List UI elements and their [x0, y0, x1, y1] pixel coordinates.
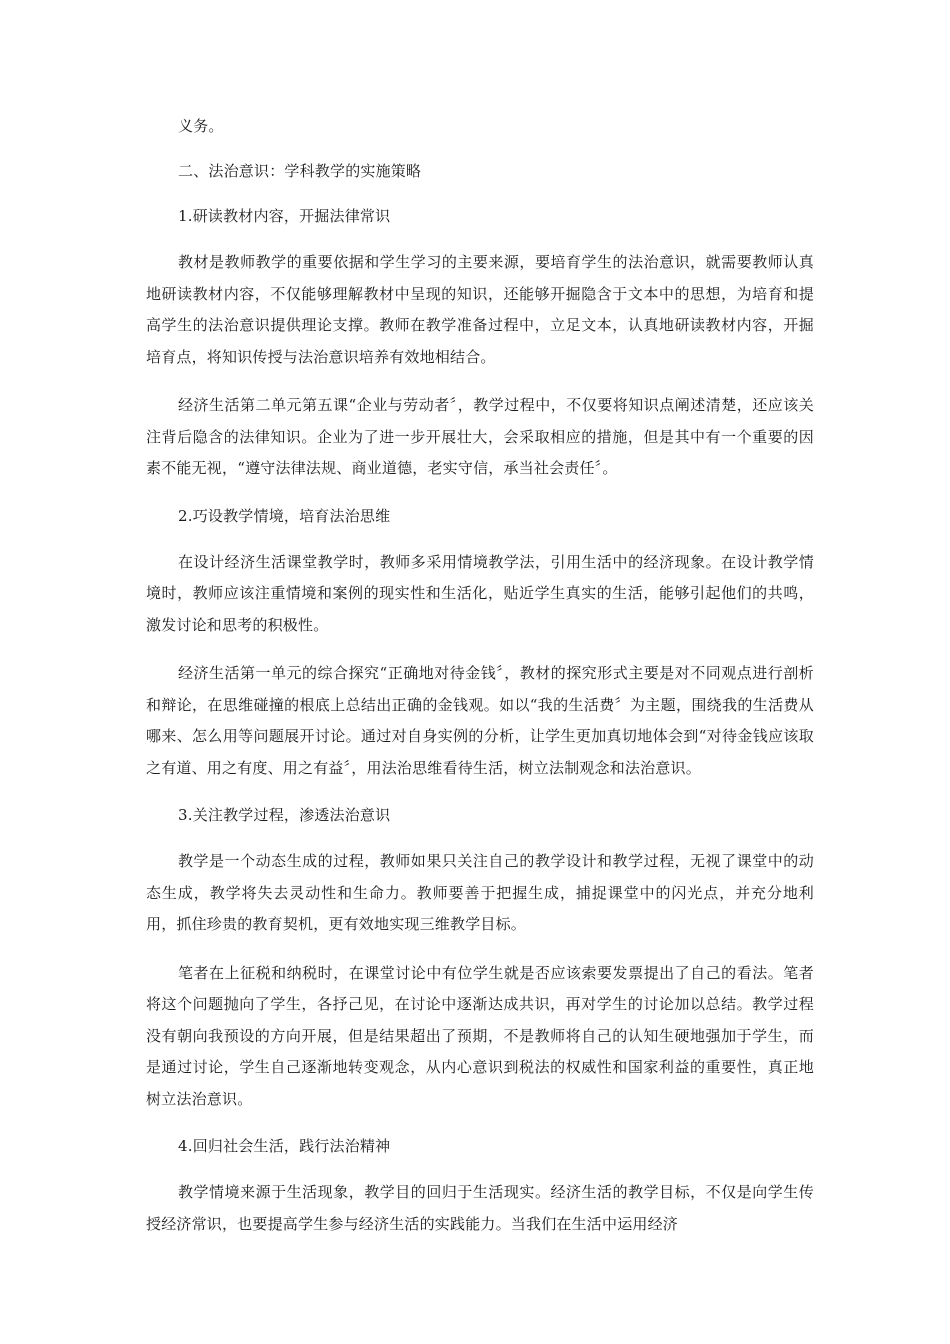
paragraph: 经济生活第一单元的综合探究“正确地对待金钱〞，教材的探究形式主要是对不同观点进行剖析和辩论，在思维碰撞的根底上总结出正确的金钱观。如以“我的生活费〞为主题，围绕我的生活费从哪来、怎么用等问题展开讨论。通过对自身实例的分析，让学生更加真切地体会到“对待金钱应该取之有道、用之有度、用之有益〞，用法治思维看待生活，树立法制观念和法治意识。	[146, 664, 814, 777]
subsection-heading: 1.研读教材内容，开掘法律常识	[178, 207, 391, 225]
paragraph: 教材是教师教学的重要依据和学生学习的主要来源，要培育学生的法治意识，就需要教师认真地研读教材内容，不仅能够理解教材中呈现的知识，还能够开掘隐含于文本中的思想，为培育和提高学生的法治意识提供理论支撑。教师在教学准备过程中，立足文本，认真地研读教材内容，开掘培育点，将知识传授与法治意识培养有效地相结合。	[146, 253, 814, 366]
section-heading: 二、法治意识：学科教学的实施策略	[178, 162, 422, 180]
paragraph: 教学情境来源于生活现象，教学目的回归于生活现实。经济生活的教学目标，不仅是向学生传授经济常识，也要提高学生参与经济生活的实践能力。当我们在生活中运用经济	[146, 1183, 814, 1233]
paragraph: 在设计经济生活课堂教学时，教师多采用情境教学法，引用生活中的经济现象。在设计教学情境时，教师应该注重情境和案例的现实性和生活化，贴近学生真实的生活，能够引起他们的共鸣，激发讨论和思考的积极性。	[146, 552, 814, 634]
paragraph: 笔者在上征税和纳税时，在课堂讨论中有位学生就是否应该索要发票提出了自己的看法。笔者将这个问题抛向了学生，各抒己见，在讨论中逐渐达成共识，再对学生的讨论加以总结。教学过程没有朝向我预设的方向开展，但是结果超出了预期，不是教师将自己的认知生硬地强加于学生，而是通过讨论，学生自己逐渐地转变观念，从内心意识到税法的权威性和国家利益的重要性，真正地树立法治意识。	[146, 963, 814, 1108]
paragraph-continuation: 义务。	[178, 117, 224, 135]
paragraph: 经济生活第二单元第五课“企业与劳动者〞，教学过程中，不仅要将知识点阐述清楚，还应该关注背后隐含的法律知识。企业为了进一步开展壮大，会采取相应的措施，但是其中有一个重要的因素不能无视，“遵守法律法规、商业道德，老实守信，承当社会责任〞。	[146, 396, 814, 477]
subsection-heading: 4.回归社会生活，践行法治精神	[178, 1137, 391, 1155]
subsection-heading: 3.关注教学过程，渗透法治意识	[178, 806, 391, 824]
document-body	[146, 112, 814, 1257]
subsection-heading: 2.巧设教学情境，培育法治思维	[178, 506, 391, 525]
paragraph: 教学是一个动态生成的过程，教师如果只关注自己的教学设计和教学过程，无视了课堂中的动态生成，教学将失去灵动性和生命力。教师要善于把握生成，捕捉课堂中的闪光点，并充分地利用，抓住珍贵的教育契机，更有效地实现三维教学目标。	[146, 852, 814, 933]
